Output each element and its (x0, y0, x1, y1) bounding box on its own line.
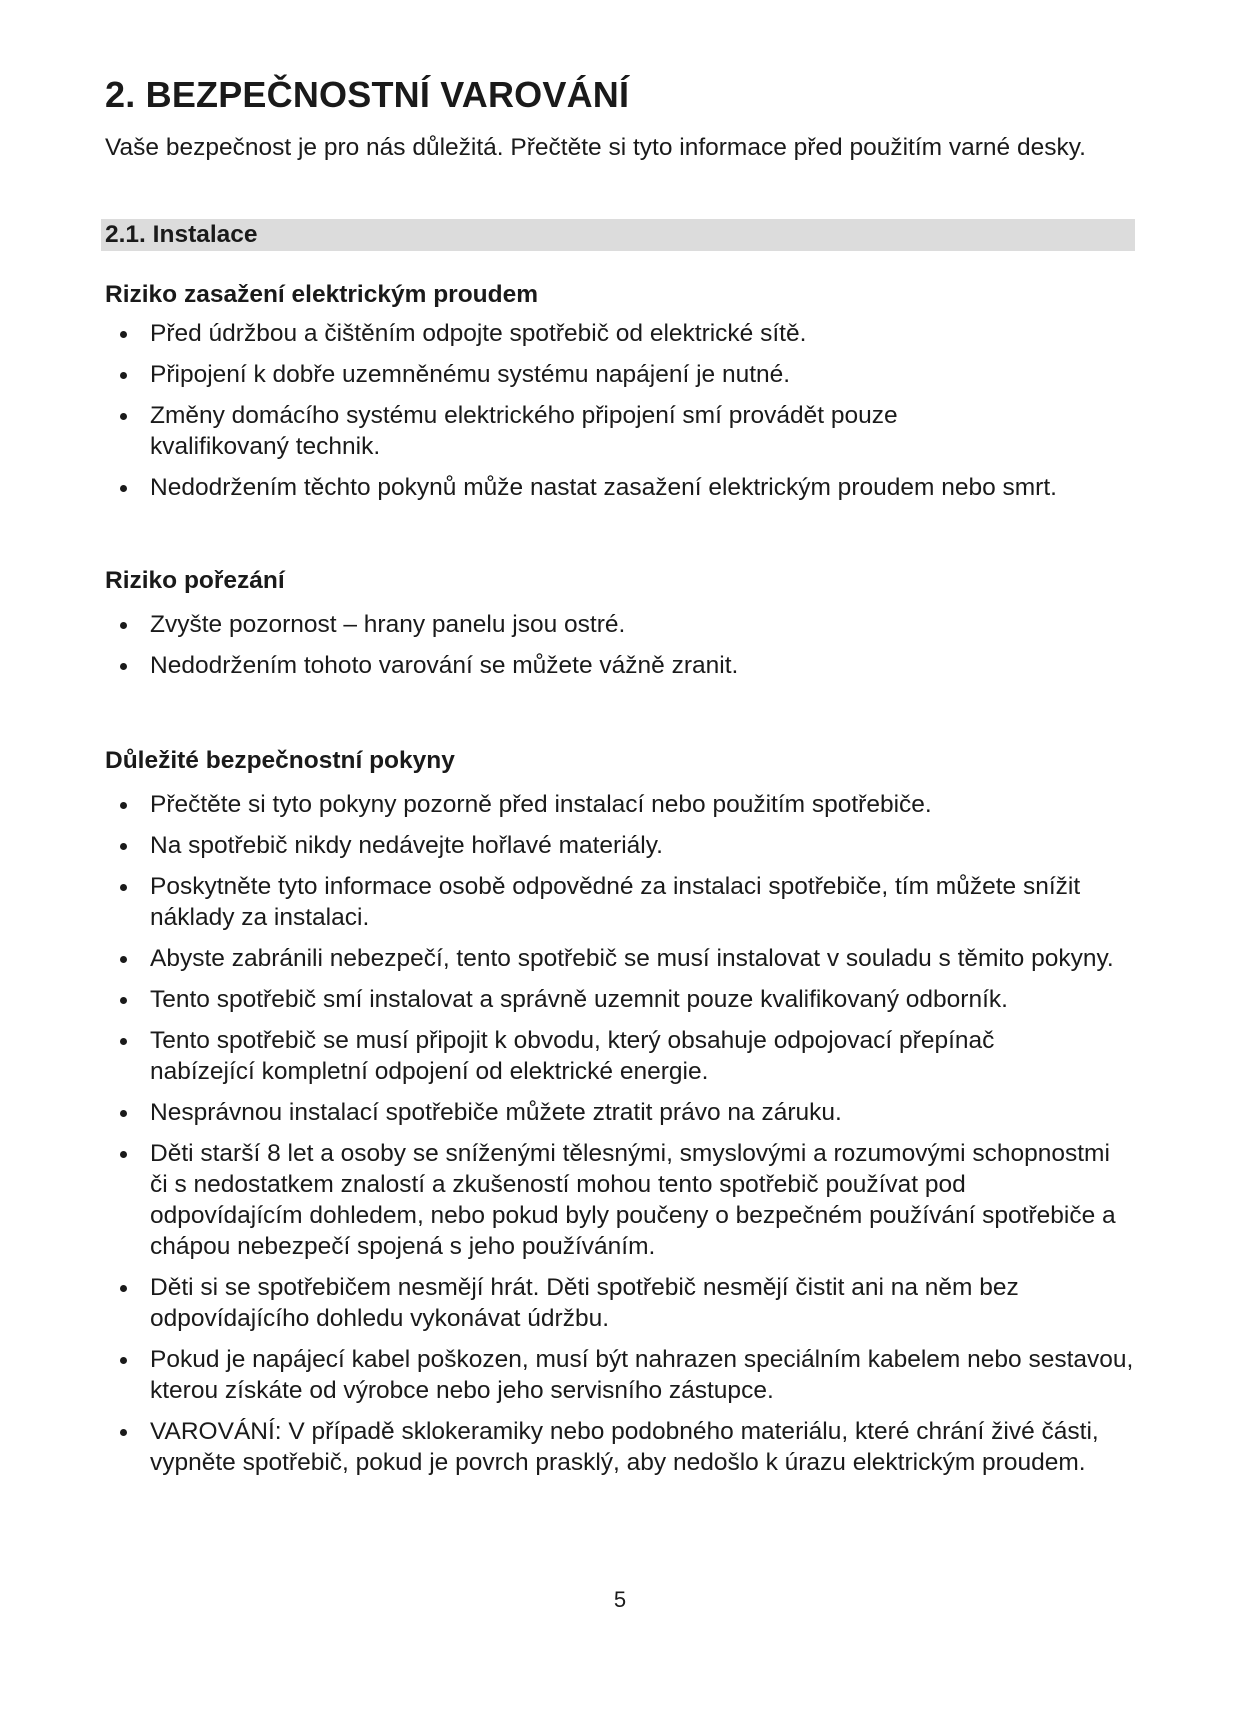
intro-paragraph: Vaše bezpečnost je pro nás důležitá. Přečtěte si tyto informace před použitím varné desky. (105, 134, 1086, 161)
list-item: Tento spotřebič se musí připojit k obvodu, který obsahuje odpojovací přepínač nabízející kompletní odpojení od elektrické energie. (105, 1025, 1135, 1087)
bullet-dot-icon (120, 884, 127, 891)
page-number: 5 (613, 1587, 627, 1612)
bullet-dot-icon (120, 1285, 127, 1292)
bullet-list-important-instructions (105, 789, 1135, 1478)
bullet-dot-icon (120, 956, 127, 963)
bullet-dot-icon (120, 413, 127, 420)
list-item: Nedodržením těchto pokynů může nastat zasažení elektrickým proudem nebo smrt. (105, 472, 1135, 503)
bullet-list-electric-shock (105, 318, 1135, 503)
list-item: Abyste zabránili nebezpečí, tento spotřebič se musí instalovat v souladu s těmito pokyny. (105, 943, 1135, 974)
subhead-cut-risk: Riziko pořezání (105, 567, 285, 594)
page-title: 2. BEZPEČNOSTNÍ VAROVÁNÍ (105, 74, 630, 115)
bullet-dot-icon (120, 1110, 127, 1117)
subhead-important-instructions: Důležité bezpečnostní pokyny (105, 747, 455, 774)
bullet-dot-icon (120, 622, 127, 629)
list-item: Změny domácího systému elektrického připojení smí provádět pouze kvalifikovaný technik. (105, 400, 1135, 462)
list-item: Pokud je napájecí kabel poškozen, musí být nahrazen speciálním kabelem nebo sestavou, kterou získáte od výrobce nebo jeho servisního zástupce. (105, 1344, 1135, 1406)
bullet-list-cut-risk (105, 609, 1135, 681)
bullet-dot-icon (120, 1038, 127, 1045)
list-item: Nedodržením tohoto varování se můžete vážně zranit. (105, 650, 1135, 681)
list-item: Na spotřebič nikdy nedávejte hořlavé materiály. (105, 830, 1135, 861)
bullet-dot-icon (120, 1429, 127, 1436)
bullet-dot-icon (120, 997, 127, 1004)
bullet-dot-icon (120, 485, 127, 492)
list-item: Děti starší 8 let a osoby se sníženými tělesnými, smyslovými a rozumovými schopnostmi či s nedostatkem znalostí a zkušeností mohou tento spotřebič používat pod odpovídajícím dohledem, nebo pokud byly poučeny o bezpečném používání spotřebiče a chápou nebezpečí spojená s jeho používáním. (105, 1138, 1135, 1262)
list-item: Nesprávnou instalací spotřebiče můžete ztratit právo na záruku. (105, 1097, 1135, 1128)
bullet-dot-icon (120, 1357, 127, 1364)
list-item: Připojení k dobře uzemněnému systému napájení je nutné. (105, 359, 1135, 390)
list-item: Tento spotřebič smí instalovat a správně uzemnit pouze kvalifikovaný odborník. (105, 984, 1135, 1015)
list-item: Přečtěte si tyto pokyny pozorně před instalací nebo použitím spotřebiče. (105, 789, 1135, 820)
bullet-dot-icon (120, 372, 127, 379)
bullet-dot-icon (120, 331, 127, 338)
list-item: Děti si se spotřebičem nesmějí hrát. Děti spotřebič nesmějí čistit ani na něm bez odpovídajícího dohledu vykonávat údržbu. (105, 1272, 1135, 1334)
list-item: Před údržbou a čištěním odpojte spotřebič od elektrické sítě. (105, 318, 1135, 349)
bullet-dot-icon (120, 1151, 127, 1158)
section-title: 2.1. Instalace (105, 221, 258, 248)
bullet-dot-icon (120, 843, 127, 850)
list-item: VAROVÁNÍ: V případě sklokeramiky nebo podobného materiálu, které chrání živé části, vypněte spotřebič, pokud je povrch prasklý, aby nedošlo k úrazu elektrickým proudem. (105, 1416, 1135, 1478)
subhead-electric-shock: Riziko zasažení elektrickým proudem (105, 281, 538, 308)
bullet-dot-icon (120, 802, 127, 809)
list-item: Zvyšte pozornost – hrany panelu jsou ostré. (105, 609, 1135, 640)
list-item: Poskytněte tyto informace osobě odpovědné za instalaci spotřebiče, tím můžete snížit náklady za instalaci. (105, 871, 1135, 933)
bullet-dot-icon (120, 663, 127, 670)
section-header-bar (101, 219, 1135, 251)
